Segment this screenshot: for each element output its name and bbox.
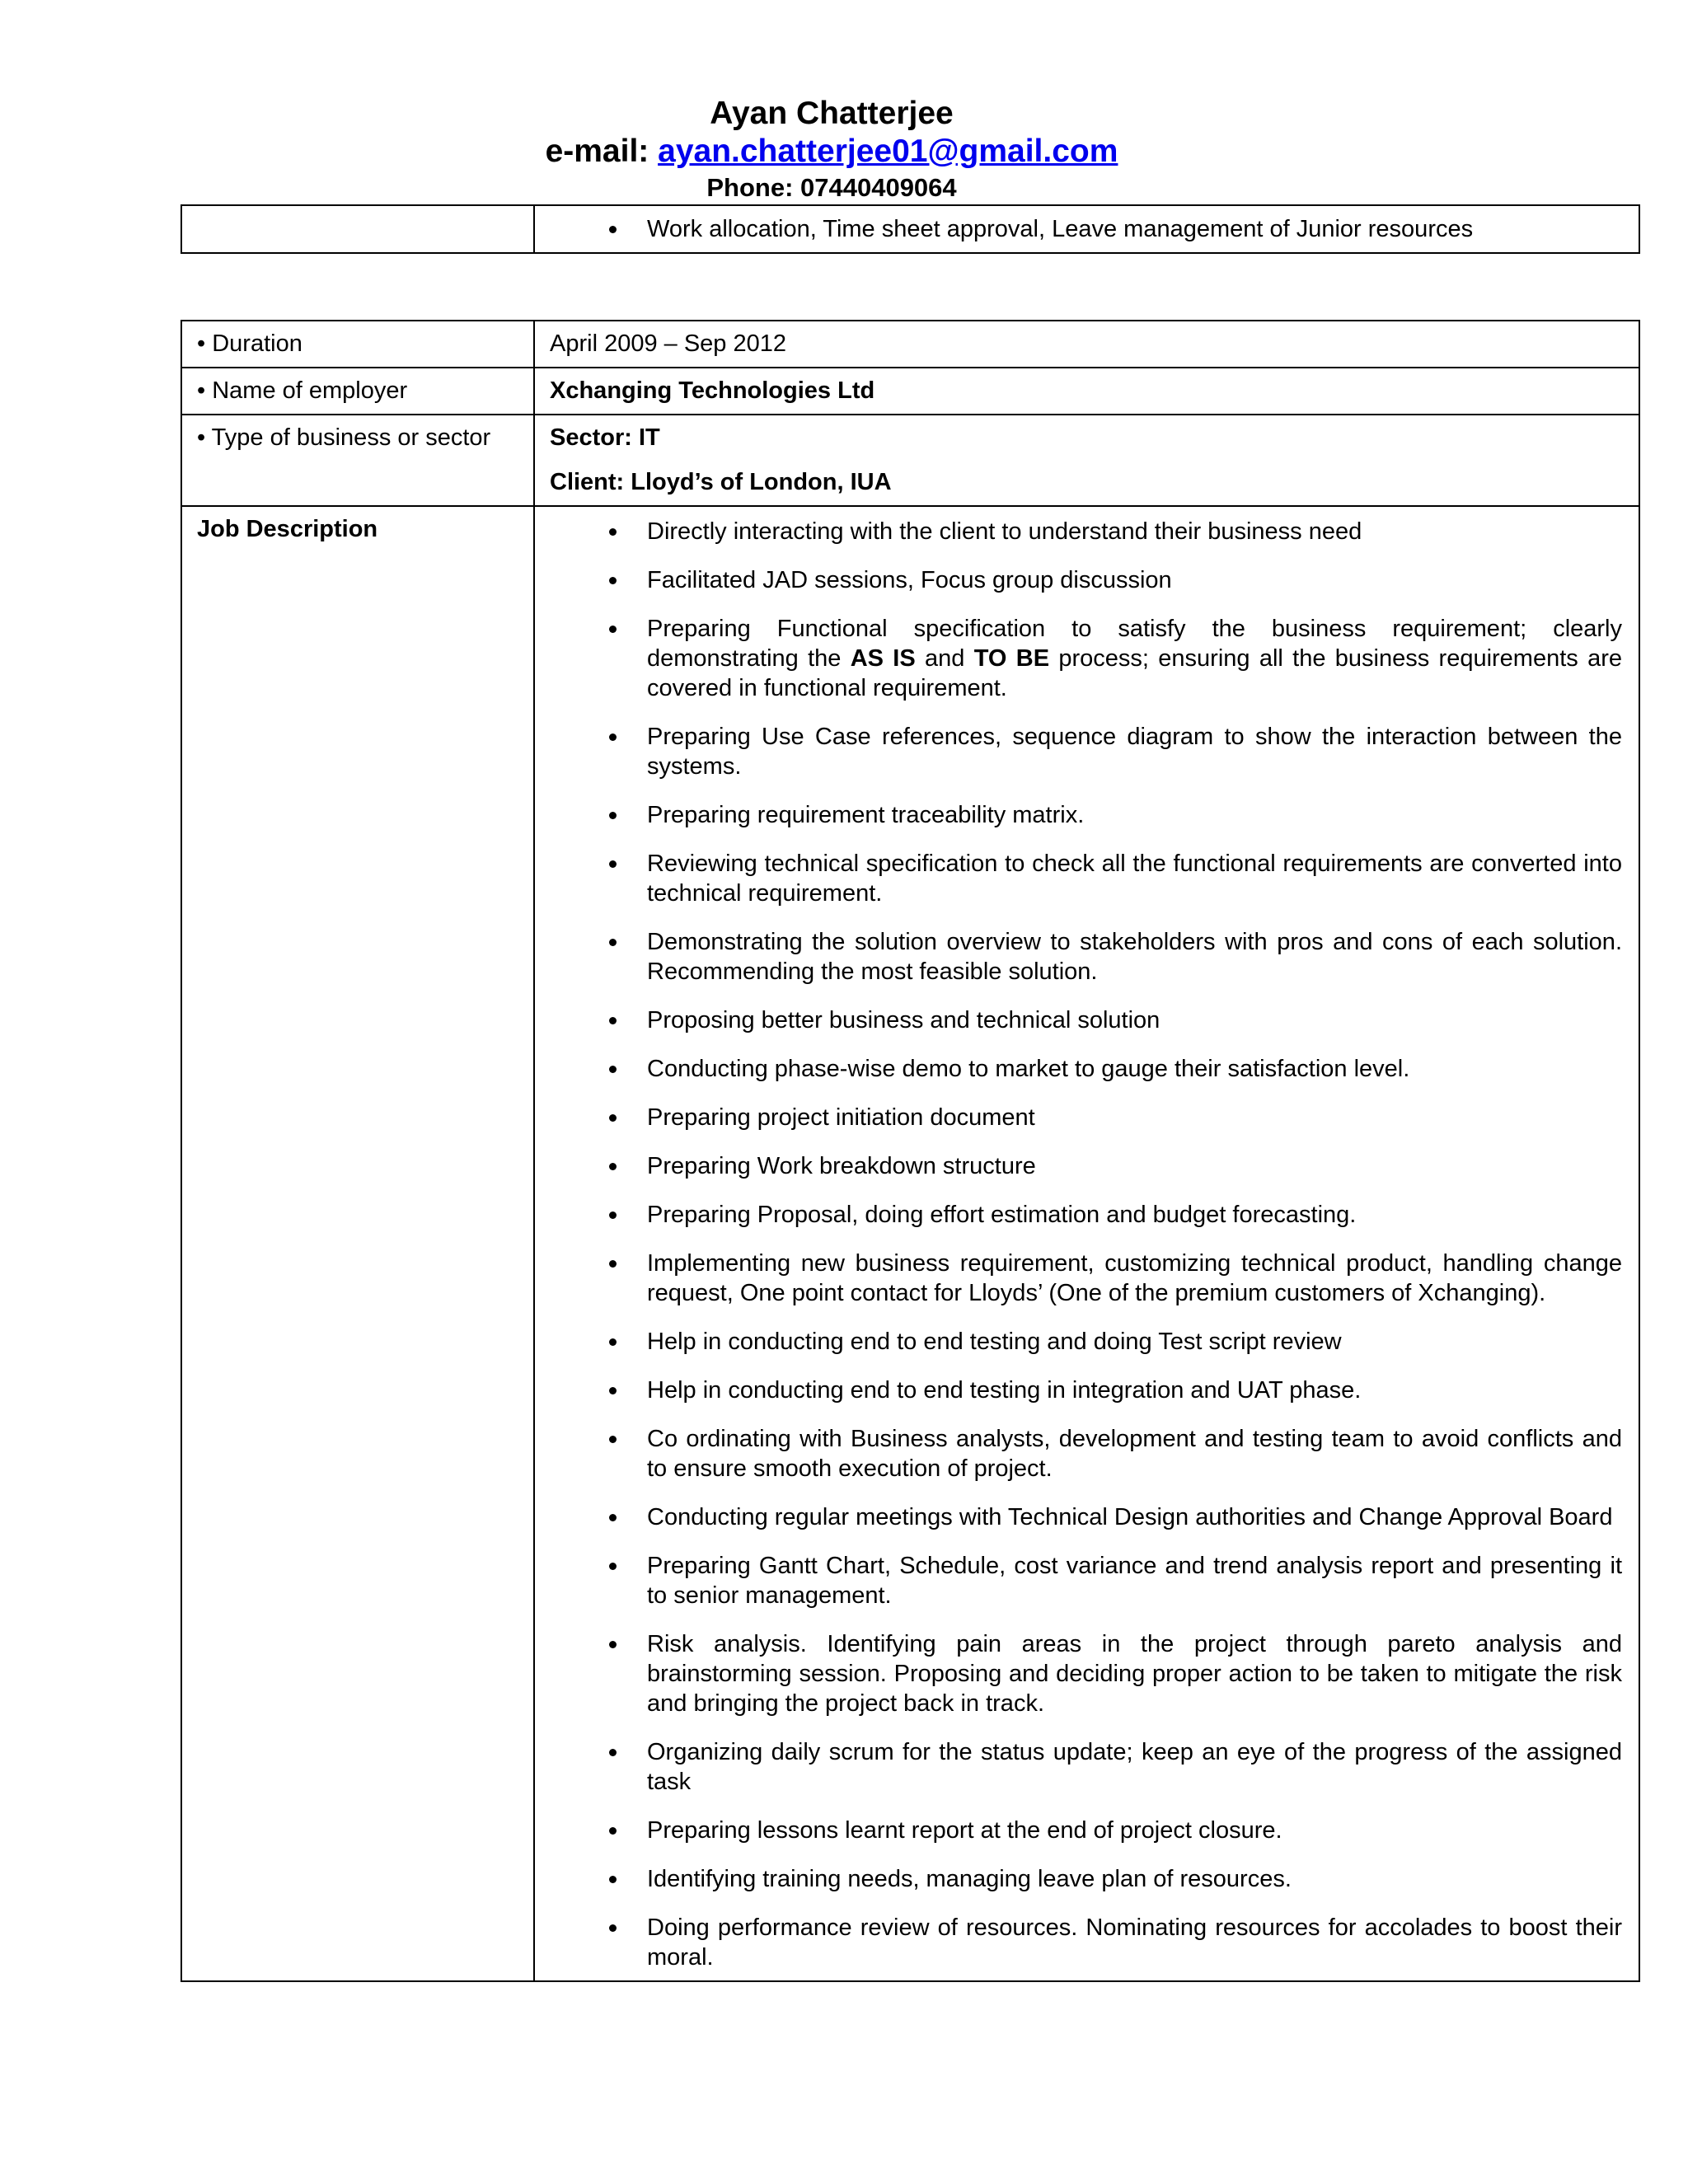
emphasis-term: TO BE bbox=[973, 645, 1050, 672]
bullet-icon bbox=[609, 812, 617, 819]
bullet-icon bbox=[609, 226, 617, 233]
list-item-text: Preparing requirement traceability matrix. bbox=[647, 802, 1085, 828]
list-item-text: Conducting phase-wise demo to market to gauge their satisfaction level. bbox=[647, 1056, 1410, 1082]
list-item-text: Risk analysis. Identifying pain areas in the project through pareto analysis and brainstorming session. Proposing and deciding proper action to be taken to mitigate the risk and bringing the project back in track. bbox=[647, 1631, 1622, 1717]
list-item bbox=[550, 1200, 1622, 1230]
list-item bbox=[550, 1103, 1622, 1132]
list-item-text: Proposing better business and technical solution bbox=[647, 1007, 1160, 1033]
list-item bbox=[550, 927, 1622, 987]
list-item bbox=[550, 614, 1622, 703]
list-item-text: Preparing lessons learnt report at the end of project closure. bbox=[647, 1817, 1282, 1844]
list-item-text: Preparing Functional specification to satisfy the business requirement; clearly demonstrating the AS IS and TO BE process; ensuring all the business requirements are covered in functional requirement. bbox=[647, 616, 1623, 701]
previous-role-table bbox=[181, 204, 1640, 254]
email-link[interactable]: ayan.chatterjee01@gmail.com bbox=[658, 134, 1118, 169]
list-item bbox=[550, 1502, 1622, 1532]
list-item bbox=[550, 800, 1622, 830]
list-item-text: Conducting regular meetings with Technical Design authorities and Change Approval Board bbox=[647, 1504, 1613, 1530]
bullet-icon bbox=[609, 577, 617, 584]
emphasis-term: AS IS bbox=[850, 645, 916, 672]
candidate-name: Ayan Chatterjee bbox=[710, 96, 954, 131]
list-item bbox=[550, 722, 1622, 781]
list-item-text: Organizing daily scrum for the status update; keep an eye of the progress of the assigned task bbox=[647, 1739, 1622, 1795]
bullet-icon bbox=[609, 1924, 617, 1932]
bullet-icon bbox=[609, 860, 617, 868]
employer-value: Xchanging Technologies Ltd bbox=[534, 368, 1639, 415]
job-description-label: Job Description bbox=[181, 506, 534, 1981]
resume-header bbox=[0, 97, 1663, 204]
list-item bbox=[550, 1376, 1622, 1405]
list-item bbox=[550, 1151, 1622, 1181]
bullet-icon bbox=[609, 1212, 617, 1219]
email-label: e-mail: bbox=[545, 134, 659, 169]
list-item bbox=[550, 1816, 1622, 1845]
bullet-icon bbox=[609, 939, 617, 946]
sector-cell bbox=[534, 415, 1639, 506]
bullet-icon bbox=[609, 1066, 617, 1073]
list-item-text: Facilitated JAD sessions, Focus group discussion bbox=[647, 567, 1172, 593]
bullet-icon bbox=[609, 1749, 617, 1756]
list-item bbox=[550, 1864, 1622, 1894]
bullet-icon bbox=[609, 1563, 617, 1570]
sector-label: • Type of business or sector bbox=[181, 415, 534, 506]
list-item bbox=[550, 1629, 1622, 1718]
previous-role-right-cell bbox=[534, 205, 1639, 253]
list-item bbox=[550, 849, 1622, 908]
bullet-icon bbox=[609, 1641, 617, 1648]
bullet-icon bbox=[609, 1163, 617, 1170]
list-item-text: Preparing Use Case references, sequence diagram to show the interaction between the systems. bbox=[647, 724, 1622, 780]
list-item-text: Co ordinating with Business analysts, development and testing team to avoid conflicts and to ensure smooth execution of project. bbox=[647, 1426, 1622, 1482]
bullet-icon bbox=[609, 1827, 617, 1835]
list-item bbox=[550, 1327, 1622, 1357]
bullet-icon bbox=[609, 733, 617, 741]
list-item-text: Doing performance review of resources. Nominating resources for accolades to boost their moral. bbox=[647, 1915, 1622, 1971]
bullet-icon bbox=[609, 1114, 617, 1122]
list-item bbox=[550, 1005, 1622, 1035]
duties-list bbox=[550, 517, 1622, 1972]
list-item-text: Implementing new business requirement, customizing technical product, handling change request, One point contact for Lloyds’ (One of the premium customers of Xchanging). bbox=[647, 1250, 1622, 1306]
bullet-icon bbox=[609, 626, 617, 633]
list-item-text: Preparing Work breakdown structure bbox=[647, 1153, 1036, 1179]
bullet-icon bbox=[609, 528, 617, 536]
bullet-icon bbox=[609, 1514, 617, 1521]
list-item bbox=[550, 1551, 1622, 1610]
list-item-text: Preparing Proposal, doing effort estimation and budget forecasting. bbox=[647, 1202, 1357, 1228]
email-line bbox=[0, 135, 1663, 175]
list-item bbox=[550, 1054, 1622, 1084]
duration-value: April 2009 – Sep 2012 bbox=[534, 321, 1639, 368]
list-item-text: Help in conducting end to end testing in integration and UAT phase. bbox=[647, 1377, 1362, 1404]
employment-table bbox=[181, 320, 1640, 1982]
previous-role-left-cell bbox=[181, 205, 534, 253]
bullet-icon bbox=[609, 1436, 617, 1443]
list-item bbox=[550, 214, 1622, 244]
bullet-icon bbox=[609, 1260, 617, 1268]
list-item bbox=[550, 1249, 1622, 1308]
list-item-text: Reviewing technical specification to check all the functional requirements are converted into technical requirement. bbox=[647, 851, 1622, 907]
list-item-text: Help in conducting end to end testing and doing Test script review bbox=[647, 1329, 1342, 1355]
list-item-text: Work allocation, Time sheet approval, Leave management of Junior resources bbox=[647, 216, 1474, 242]
client-value: Client: Lloyd’s of London, IUA bbox=[550, 469, 892, 495]
list-item bbox=[550, 1424, 1622, 1483]
list-item bbox=[550, 517, 1622, 546]
duration-label: • Duration bbox=[181, 321, 534, 368]
bullet-icon bbox=[609, 1387, 617, 1394]
list-item-text: Identifying training needs, managing leave plan of resources. bbox=[647, 1866, 1292, 1892]
bullet-icon bbox=[609, 1338, 617, 1346]
list-item-text: Directly interacting with the client to understand their business need bbox=[647, 518, 1362, 545]
employer-label: • Name of employer bbox=[181, 368, 534, 415]
job-description-cell bbox=[534, 506, 1639, 1981]
sector-value: Sector: IT bbox=[550, 424, 660, 451]
phone-line: Phone: 07440409064 bbox=[706, 173, 957, 202]
bullet-icon bbox=[609, 1876, 617, 1883]
list-item bbox=[550, 1737, 1622, 1797]
list-item-text: Preparing Gantt Chart, Schedule, cost variance and trend analysis report and presenting it to senior management. bbox=[647, 1553, 1622, 1609]
list-item-text: Preparing project initiation document bbox=[647, 1104, 1035, 1131]
list-item bbox=[550, 565, 1622, 595]
list-item bbox=[550, 1913, 1622, 1972]
list-item-text: Demonstrating the solution overview to stakeholders with pros and cons of each solution. Recommending the most feasible solution. bbox=[647, 929, 1622, 985]
bullet-icon bbox=[609, 1017, 617, 1024]
